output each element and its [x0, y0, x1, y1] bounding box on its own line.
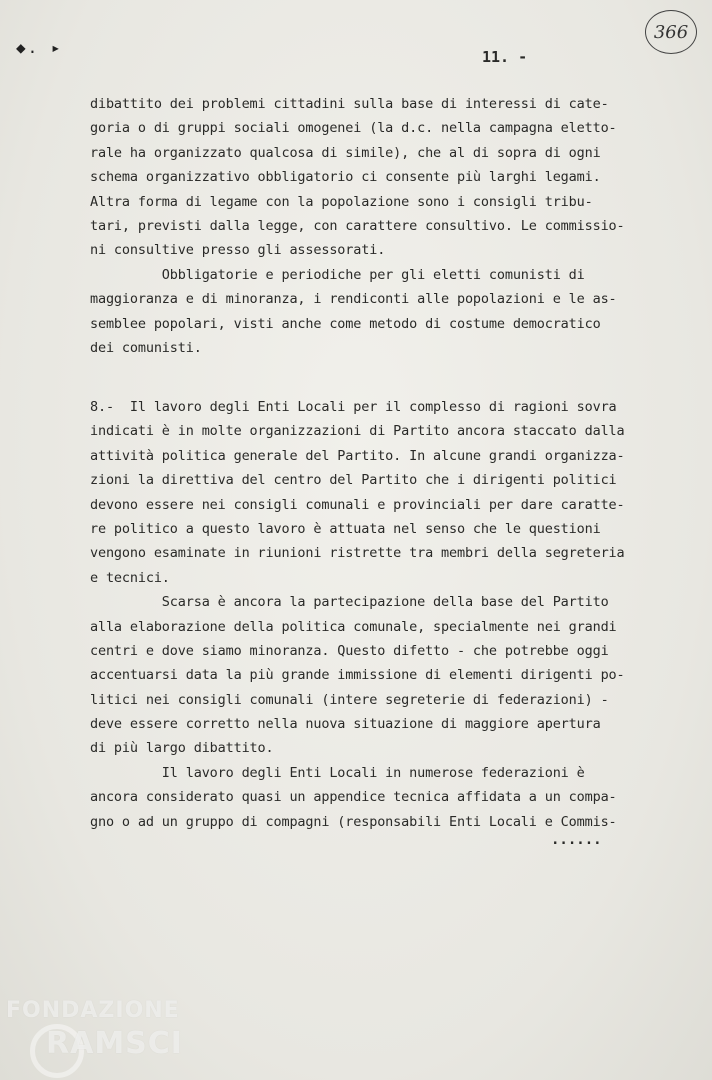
text-line: Il lavoro degli Enti Locali in numerose federazioni è [90, 764, 585, 781]
text-line: litici nei consigli comunali (intere segreterie di federazioni) - [90, 691, 609, 708]
text-line: tari, previsti dalla legge, con carattere consultivo. Le commissio- [90, 217, 625, 234]
continuation-dots: ...... [551, 832, 602, 848]
text-line: goria o di gruppi sociali omogenei (la d.c. nella campagna eletto- [90, 120, 617, 137]
text-line: Scarsa è ancora la partecipazione della base del Partito [90, 594, 609, 611]
text-line: 8.- Il lavoro degli Enti Locali per il complesso di ragioni sovra [90, 399, 617, 415]
archive-number: 366 [653, 21, 689, 43]
archive-number-stamp [645, 10, 697, 54]
text-line: rale ha organizzato qualcosa di simile), che al di sopra di ogni [90, 144, 601, 161]
text-line: attività politica generale del Partito. In alcune grandi organizza- [90, 447, 625, 464]
text-line: Obbligatorie e periodiche per gli eletti comunisti di [90, 266, 585, 283]
text-line: indicati è in molte organizzazioni di Partito ancora staccato dalla [90, 423, 625, 440]
text-line: dei comunisti. [90, 339, 202, 356]
paragraph-block-2 [90, 395, 670, 834]
text-line: semblee popolari, visti anche come metodo di costume democratico [90, 315, 601, 332]
text-line: accentuarsi data la più grande immissione di elementi dirigenti po- [90, 667, 625, 684]
text-line: alla elaborazione della politica comunale, specialmente nei grandi [90, 618, 617, 635]
text-line: re politico a questo lavoro è attuata nel senso che le questioni [90, 520, 601, 537]
archive-watermark [6, 998, 206, 1074]
text-line: Altra forma di legame con la popolazione sono i consigli tribu- [90, 193, 593, 210]
text-line: centri e dove siamo minoranza. Questo difetto - che potrebbe oggi [90, 642, 609, 659]
paragraph-block-1 [90, 92, 670, 360]
text-line: dibattito dei problemi cittadini sulla base di interessi di cate- [90, 96, 609, 112]
watermark-line-2: RAMSCI [46, 1026, 183, 1061]
text-line: devono essere nei consigli comunali e provinciali per dare caratte- [90, 496, 625, 513]
text-line: ni consultive presso gli assessorati. [90, 242, 386, 259]
text-line: zioni la direttiva del centro del Partito che i dirigenti politici [90, 472, 617, 489]
page-number: 11. - [482, 48, 528, 66]
text-line: schema organizzativo obbligatorio ci consente più larghi legami. [90, 169, 601, 186]
text-line: di più largo dibattito. [90, 740, 274, 757]
text-line: vengono esaminate in riunioni ristrette tra membri della segreteria [90, 545, 625, 562]
text-line: ancora considerato quasi un appendice tecnica affidata a un compa- [90, 789, 617, 806]
text-line: deve essere corretto nella nuova situazione di maggiore apertura [90, 716, 601, 733]
text-line: gno o ad un gruppo di compagni (responsabili Enti Locali e Commis- [90, 813, 617, 830]
watermark-line-1: FONDAZIONE [6, 998, 180, 1023]
text-line: e tecnici. [90, 569, 170, 586]
text-line: maggioranza e di minoranza, i rendiconti alle popolazioni e le as- [90, 291, 617, 308]
margin-marks: ◆. ▸ [16, 38, 63, 57]
